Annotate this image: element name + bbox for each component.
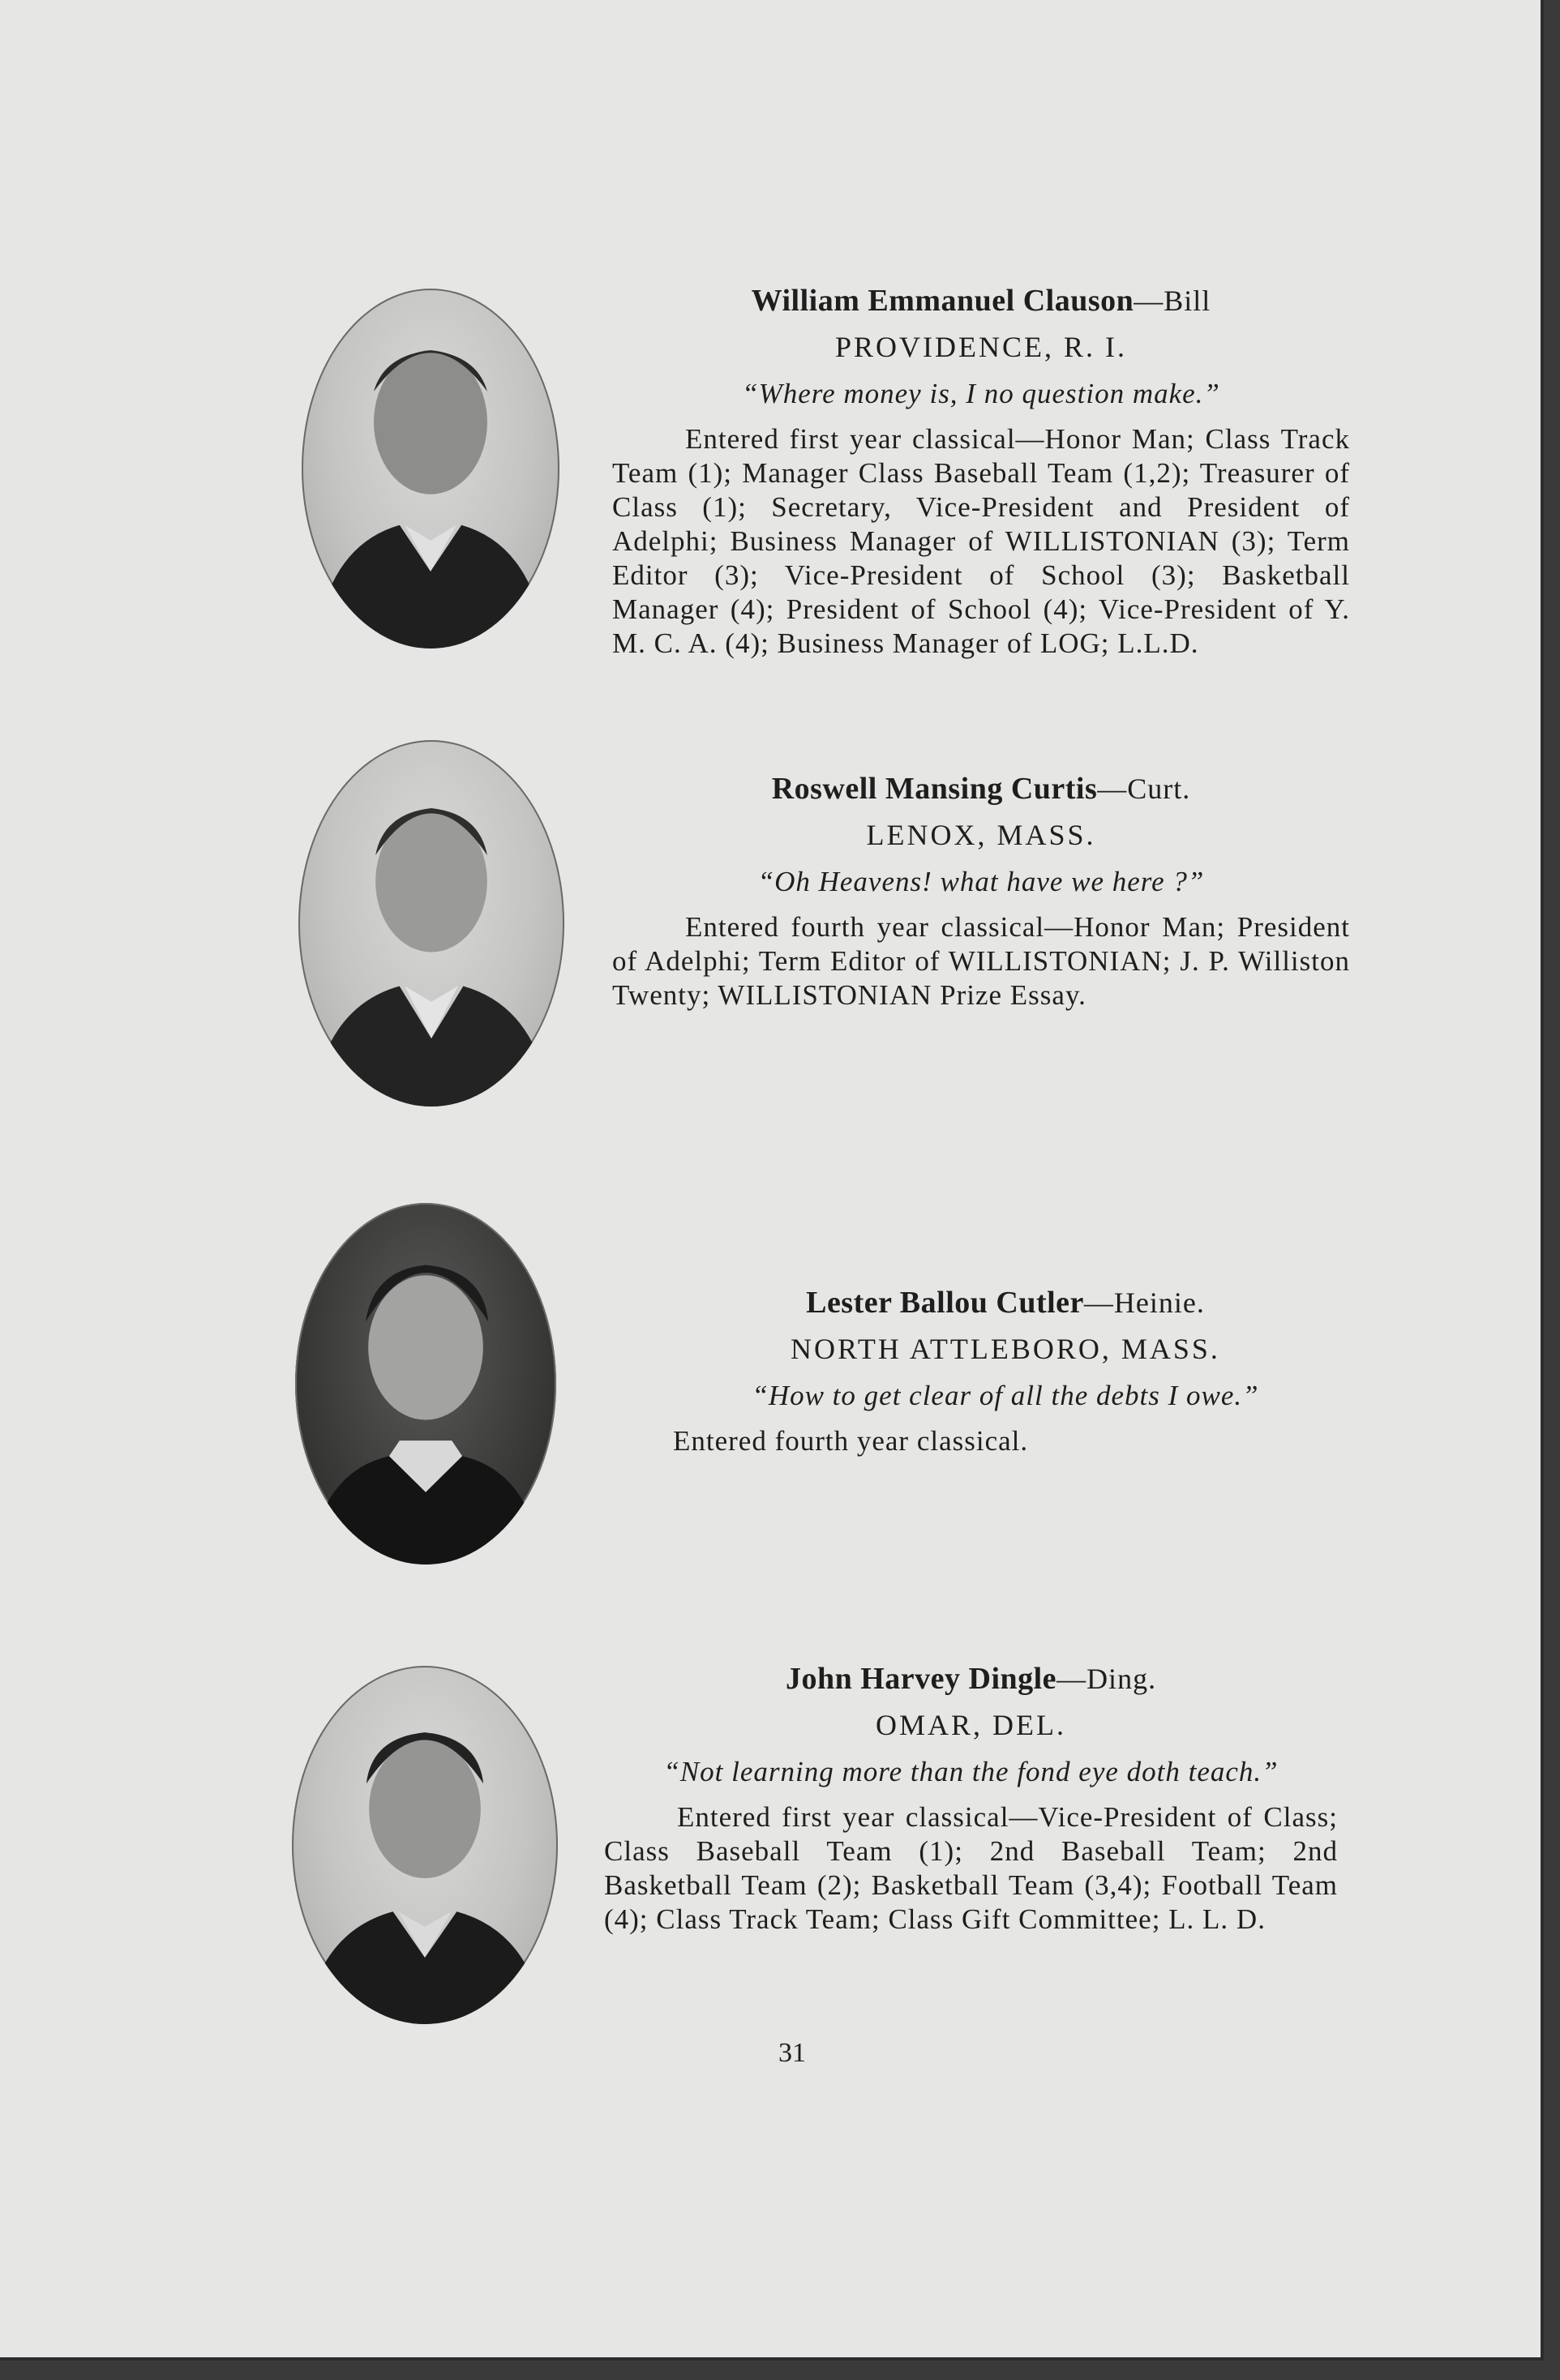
student-record: Entered first year classical—Honor Man; Class Track Team (1); Manager Class Baseball Team (1,2); Treasurer of Class (1); Secretary, Vice-President and President of Adelphi; Business Manager of WILLISTONIAN (3); Term Editor (3); Vice-President of School (3); Basketball Manager (4); President of School (4); Vice-President of Y. M. C. A. (4); Business Manager of LOG; L.L.D. (612, 423, 1350, 659)
student-quote: “Not learning more than the fond eye doth teach.” (663, 1756, 1279, 1787)
student-quote: “Where money is, I no question make.” (742, 378, 1220, 409)
entry-heading (604, 1659, 1338, 1700)
student-nickname: —Bill (1134, 285, 1211, 317)
student-record: Entered fourth year classical. (673, 1425, 1029, 1457)
portrait-photo-cutler (295, 1203, 556, 1565)
student-quote: “How to get clear of all the debts I owe.” (752, 1380, 1259, 1411)
student-hometown: LENOX, MASS. (866, 819, 1096, 851)
portrait-photo-curtis (298, 740, 564, 1107)
entry-heading (612, 280, 1350, 322)
student-name: John Harvey Dingle (785, 1662, 1057, 1696)
student-record: Entered first year classical—Vice-President of Class; Class Baseball Team (1); 2nd Baseball Team; 2nd Basketball Team (2); Basketball Team (3,4); Football Team (4); Class Track Team; Class Gift Committee; L. L. D. (604, 1801, 1338, 1935)
entry-heading (612, 768, 1350, 810)
student-name: William Emmanuel Clauson (751, 284, 1134, 318)
page-number: 31 (778, 2038, 806, 2068)
student-name: Roswell Mansing Curtis (771, 772, 1098, 806)
student-hometown: PROVIDENCE, R. I. (834, 331, 1127, 363)
entry-clauson (612, 280, 1350, 661)
student-nickname: —Ding. (1056, 1663, 1157, 1695)
entry-cutler (673, 1282, 1338, 1458)
student-record: Entered fourth year classical—Honor Man; President of Adelphi; Term Editor of WILLISTONIAN; J. P. Williston Twenty; WILLISTONIAN Prize Essay. (612, 911, 1350, 1011)
student-name: Lester Ballou Cutler (806, 1286, 1084, 1320)
entry-heading (673, 1282, 1338, 1324)
student-nickname: —Heinie. (1083, 1286, 1205, 1319)
student-nickname: —Curt. (1097, 773, 1191, 805)
student-quote: “Oh Heavens! what have we here ?” (757, 866, 1205, 897)
student-hometown: NORTH ATTLEBORO, MASS. (791, 1333, 1220, 1365)
portrait-photo-clauson (302, 289, 559, 649)
student-hometown: OMAR, DEL. (876, 1709, 1066, 1741)
portrait-photo-dingle (292, 1666, 558, 2024)
entry-dingle (604, 1659, 1338, 1937)
entry-curtis (612, 768, 1350, 1012)
